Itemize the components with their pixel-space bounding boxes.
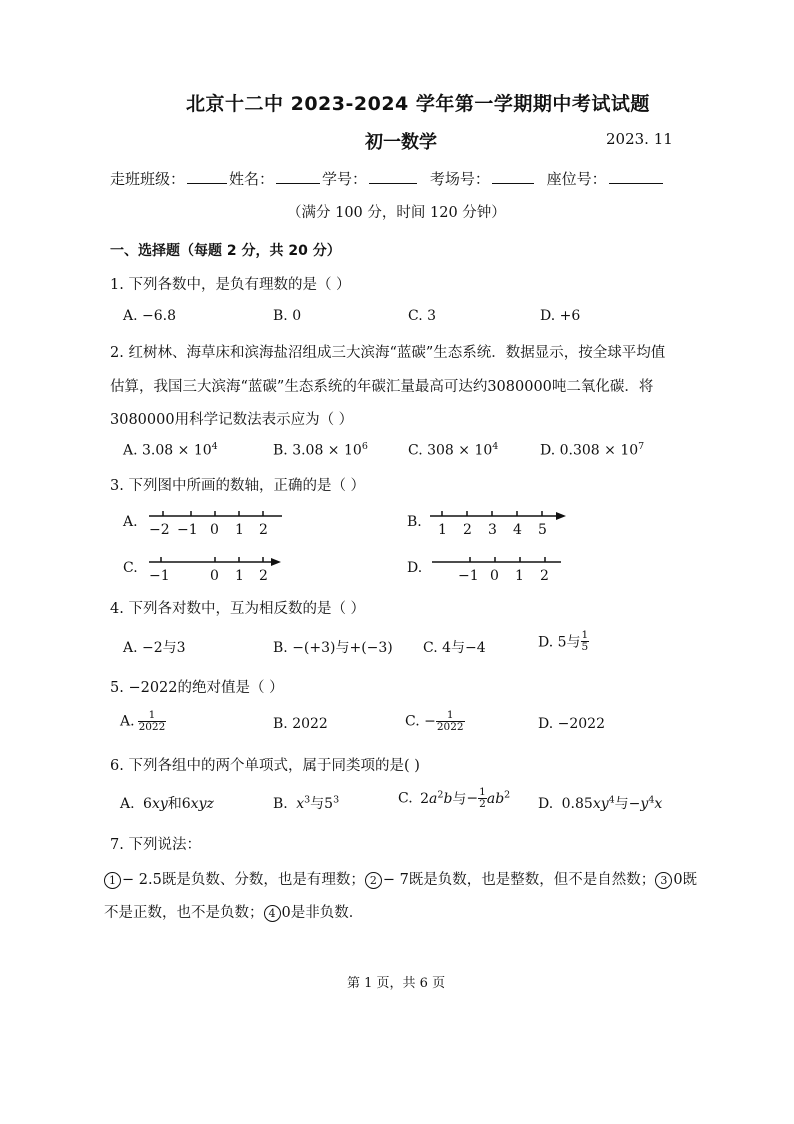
q1-option-d[interactable]: D. +6 bbox=[540, 308, 581, 324]
statement-3-start: 0既 bbox=[673, 872, 698, 888]
q6-option-d[interactable] bbox=[538, 793, 662, 813]
tick-label: 2 bbox=[259, 568, 268, 584]
seat-label: 座位号： bbox=[546, 170, 607, 188]
q4-d-text: D. 5与 bbox=[538, 634, 581, 651]
seat-blank[interactable] bbox=[609, 169, 663, 184]
numerator: 1 bbox=[436, 710, 465, 722]
q2-line2: 估算，我国三大滨海“蓝碳”生态系统的年碳汇量最高可达约3080000吨二氧化碳．将 bbox=[110, 379, 654, 395]
numerator: 1 bbox=[138, 710, 167, 722]
q5-option-d[interactable]: D. −2022 bbox=[538, 716, 605, 732]
q6-d-label: D. bbox=[538, 796, 554, 812]
axis-arrow bbox=[271, 558, 281, 566]
tick-label: 4 bbox=[513, 522, 522, 538]
q2-line1: 2. 红树林、海草床和滨海盐沼组成三大滨海“蓝碳”生态系统．数据显示，按全球平均值 bbox=[110, 345, 666, 361]
q6-c-expr2: $ab^2$ bbox=[486, 789, 511, 808]
q4-option-a[interactable]: A. −2与3 bbox=[123, 640, 186, 656]
score-note: （满分 100 分，时间 120 分钟） bbox=[287, 205, 506, 221]
q2-d-base: D. 0.308 × 10 bbox=[540, 442, 639, 459]
q3-number-line-a[interactable] bbox=[145, 503, 290, 539]
q4-option-b[interactable]: B. −(+3)与+(−3) bbox=[273, 640, 393, 656]
q2-option-a[interactable] bbox=[123, 441, 218, 459]
q1-option-c[interactable]: C. 3 bbox=[408, 308, 437, 324]
tick-label: 1 bbox=[438, 522, 447, 538]
q6-d-expr2: $-y^4x$ bbox=[628, 794, 663, 812]
tick-label: 1 bbox=[235, 522, 244, 538]
q3-option-b-label[interactable]: B. bbox=[407, 514, 422, 530]
tick-label: −1 bbox=[149, 568, 170, 584]
q3-option-d-label[interactable]: D. bbox=[407, 560, 423, 576]
student-info-row bbox=[110, 168, 665, 189]
q6-b-expr1: $x^3$ bbox=[296, 794, 311, 812]
tick-label: 1 bbox=[235, 568, 244, 584]
q6-c-fraction bbox=[478, 787, 487, 810]
q1-option-b[interactable]: B. 0 bbox=[273, 308, 302, 324]
statement-3-end: 不是正数，也不是负数； bbox=[104, 905, 264, 921]
q3-number-line-b[interactable] bbox=[428, 503, 573, 539]
exam-room-blank[interactable] bbox=[492, 169, 534, 184]
q6-c-expr1: $2a^2b$ bbox=[420, 789, 453, 808]
numerator: 1 bbox=[479, 786, 486, 798]
numerator: 1 bbox=[581, 629, 589, 641]
tick-label: 0 bbox=[210, 522, 219, 538]
q2-a-base: A. 3.08 × 10 bbox=[123, 442, 212, 459]
q4-option-d[interactable] bbox=[538, 630, 589, 653]
q6-c-label: C. bbox=[398, 790, 413, 807]
q6-b-expr2: $5^3$ bbox=[324, 794, 340, 812]
q2-b-base: B. 3.08 × 10 bbox=[273, 442, 362, 459]
q6-d-conj: 与 bbox=[614, 796, 629, 812]
q7-line1 bbox=[104, 868, 697, 889]
axis-arrow bbox=[556, 512, 566, 520]
q6-b-label: B. bbox=[273, 796, 288, 812]
exam-room-label: 考场号： bbox=[429, 170, 490, 188]
q2-option-b[interactable] bbox=[273, 441, 368, 459]
tick-label: 5 bbox=[538, 522, 547, 538]
q1-option-a[interactable]: A. −6.8 bbox=[123, 308, 177, 324]
q2-c-exp: 4 bbox=[492, 441, 499, 452]
tick-label: −1 bbox=[458, 568, 479, 584]
tick-label: 1 bbox=[515, 568, 524, 584]
q2-d-exp: 7 bbox=[638, 441, 645, 452]
q6-c-minus: − bbox=[466, 790, 479, 807]
q6-d-expr1: $0.85xy^4$ bbox=[561, 794, 615, 812]
tick-label: 2 bbox=[259, 522, 268, 538]
q6-stem: 6. 下列各组中的两个单项式，属于同类项的是( ) bbox=[110, 758, 420, 774]
q2-c-base: C. 308 × 10 bbox=[408, 442, 493, 459]
denominator: 5 bbox=[581, 641, 589, 653]
q3-number-line-d[interactable] bbox=[428, 549, 573, 585]
tick-label: −2 bbox=[149, 522, 170, 538]
statement-mark-3: 3 bbox=[655, 872, 672, 889]
statement-mark-2: 2 bbox=[365, 872, 382, 889]
q6-b-conj: 与 bbox=[310, 796, 325, 812]
q3-option-c-label[interactable]: C. bbox=[123, 560, 138, 576]
q5-option-b[interactable]: B. 2022 bbox=[273, 716, 328, 732]
denominator: 2 bbox=[479, 798, 486, 810]
tick-label: 0 bbox=[490, 568, 499, 584]
statement-mark-1: 1 bbox=[104, 872, 121, 889]
q6-option-c[interactable] bbox=[398, 787, 510, 810]
q4-option-c[interactable]: C. 4与−4 bbox=[423, 640, 486, 656]
section-title: 一、选择题（每题 2 分，共 20 分） bbox=[110, 243, 341, 259]
exam-date: 2023. 11 bbox=[606, 130, 673, 148]
q7-line2 bbox=[104, 901, 363, 922]
q2-option-d[interactable] bbox=[540, 441, 644, 459]
q5-option-a[interactable] bbox=[120, 710, 166, 733]
q6-option-b[interactable] bbox=[273, 793, 339, 813]
q2-b-exp: 6 bbox=[361, 441, 368, 452]
page-footer: 第 1 页，共 6 页 bbox=[347, 976, 446, 991]
tick-label: 2 bbox=[540, 568, 549, 584]
statement-4: 0是非负数． bbox=[281, 905, 364, 921]
name-blank[interactable] bbox=[276, 169, 320, 184]
class-label: 走班班级： bbox=[110, 170, 186, 188]
statement-1: − 2.5既是负数、分数，也是有理数； bbox=[122, 872, 365, 888]
tick-label: 0 bbox=[210, 568, 219, 584]
q6-option-a[interactable] bbox=[120, 793, 214, 813]
student-id-blank[interactable] bbox=[369, 169, 417, 184]
q6-a-label: A. bbox=[120, 796, 135, 812]
statement-mark-4: 4 bbox=[264, 905, 281, 922]
subject-title: 初一数学 bbox=[365, 132, 437, 153]
q5-c-fraction bbox=[436, 710, 465, 733]
q7-stem: 7. 下列说法： bbox=[110, 837, 201, 853]
q5-option-c[interactable] bbox=[405, 710, 465, 733]
q2-line3: 3080000用科学记数法表示应为（ ） bbox=[110, 412, 354, 428]
q3-stem: 3. 下列图中所画的数轴，正确的是（ ） bbox=[110, 478, 366, 494]
tick-label: −1 bbox=[177, 522, 198, 538]
q6-a-expr2: 6xyz bbox=[181, 796, 214, 812]
q5-stem: 5. −2022的绝对值是（ ） bbox=[110, 680, 284, 696]
q1-stem: 1. 下列各数中，是负有理数的是（ ） bbox=[110, 277, 351, 293]
q3-number-line-c[interactable] bbox=[145, 549, 290, 585]
denominator: 2022 bbox=[436, 721, 464, 733]
q5-a-fraction bbox=[138, 710, 167, 733]
q4-stem: 4. 下列各对数中，互为相反数的是（ ） bbox=[110, 601, 366, 617]
q6-c-conj: 与 bbox=[452, 791, 467, 808]
tick-label: 2 bbox=[463, 522, 472, 538]
statement-2: − 7既是负数，也是整数，但不是自然数； bbox=[382, 872, 656, 888]
class-blank[interactable] bbox=[187, 169, 227, 184]
name-label: 姓名： bbox=[229, 170, 275, 188]
q3-option-a-label[interactable]: A. bbox=[123, 514, 138, 530]
q6-a-conj: 和 bbox=[167, 796, 182, 812]
q6-a-expr1: 6xy bbox=[143, 796, 168, 812]
denominator: 2022 bbox=[138, 721, 166, 733]
student-id-label: 学号： bbox=[322, 170, 368, 188]
q5-a-label: A. bbox=[120, 713, 135, 730]
exam-title: 北京十二中 2023-2024 学年第一学期期中考试试题 bbox=[186, 93, 650, 115]
q5-c-label: C. − bbox=[405, 713, 436, 730]
q4-d-fraction bbox=[581, 630, 590, 653]
q2-option-c[interactable] bbox=[408, 441, 498, 459]
q2-a-exp: 4 bbox=[211, 441, 218, 452]
tick-label: 3 bbox=[488, 522, 497, 538]
